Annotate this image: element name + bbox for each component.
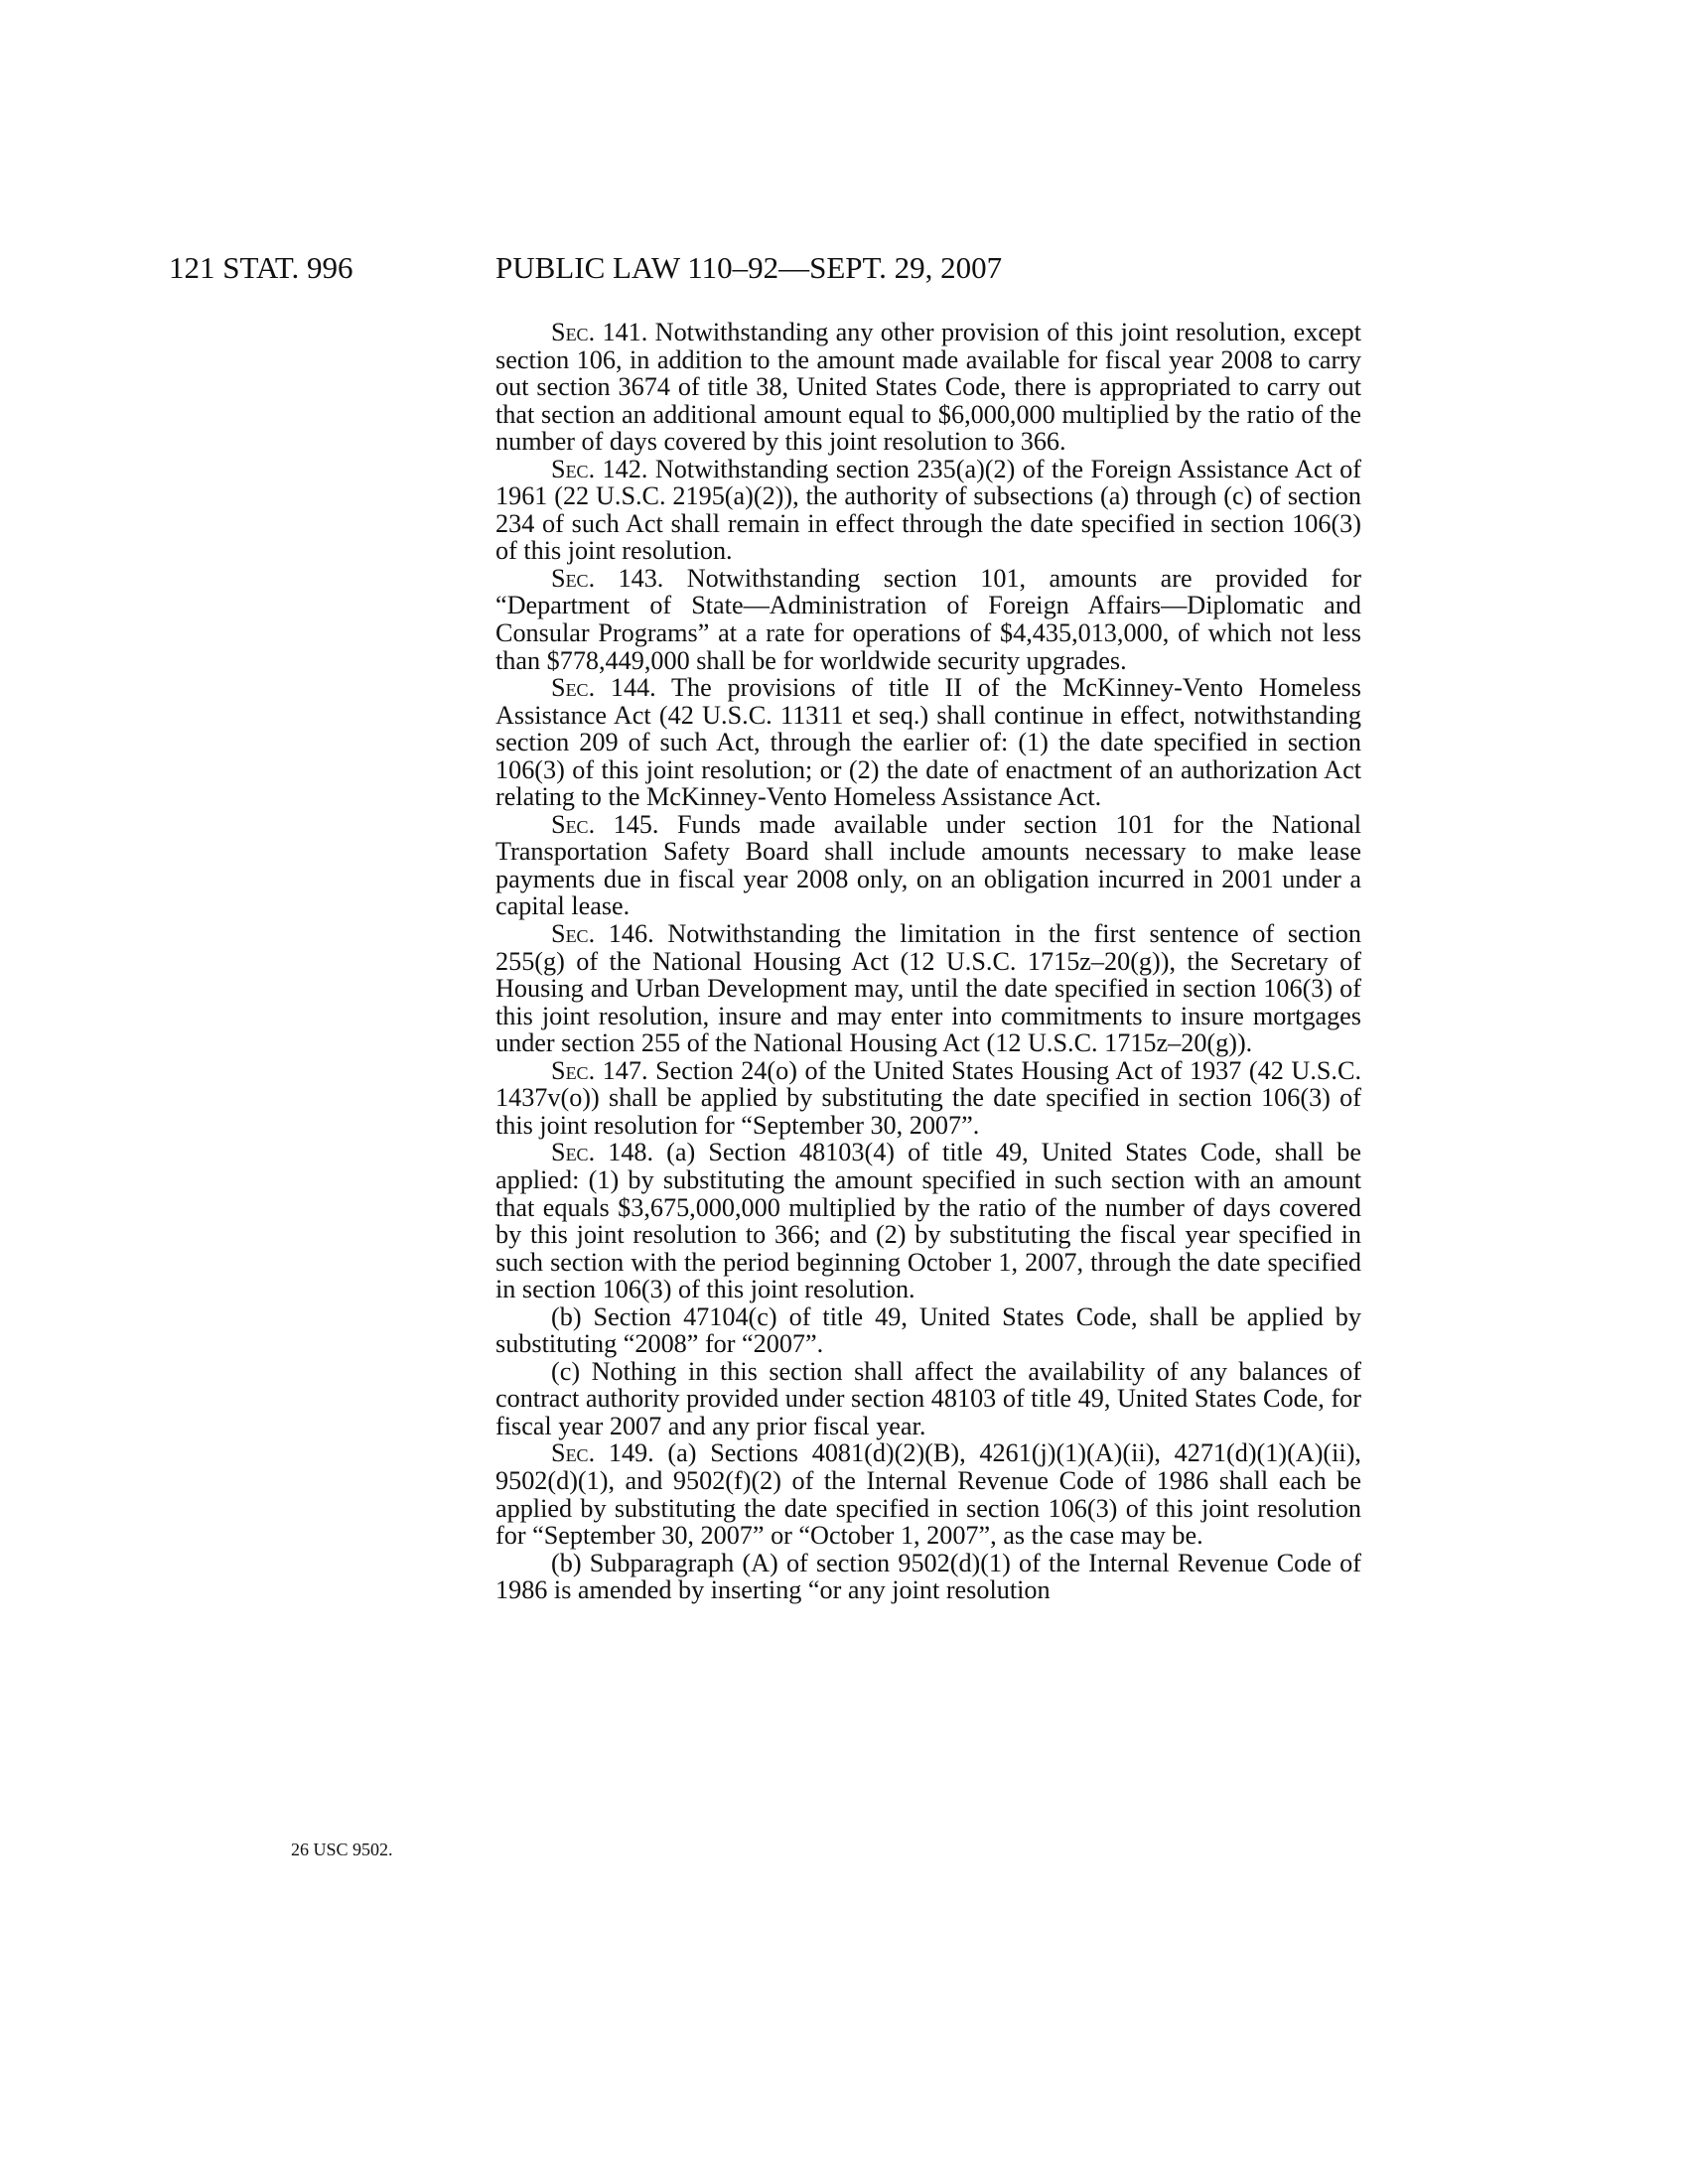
section-148b-paragraph bbox=[495, 1303, 1361, 1358]
section-text: Notwithstanding section 101, amounts are provided for “Department of State—Administration of Foreign Affairs—Diplomatic and Consular Programs” at a rate for operations of $4,435,013,000, of which not less than $778,449,000 shall be for worldwide security upgrades. bbox=[495, 563, 1361, 675]
section-148c-paragraph bbox=[495, 1358, 1361, 1440]
section-text: (a) Section 48103(4) of title 49, United States Code, shall be applied: (1) by substituting the amount specified in such section with an amount that equals $3,675,000,000 multiplied by the ratio of the number of days covered by this joint resolution to 366; and (2) by substituting the fiscal year specified in such section with the period beginning October 1, 2007, through the date specified in section 106(3) of this joint resolution. bbox=[495, 1138, 1361, 1304]
section-text: Notwithstanding any other provision of this joint resolution, except section 106, in addition to the amount made available for fiscal year 2008 to carry out section 3674 of title 38, United States Code, there is appropriated to carry out that section an additional amount equal to $6,000,000 multiplied by the ratio of the number of days covered by this joint resolution to 366. bbox=[495, 318, 1361, 457]
section-label: Sec. 147. bbox=[551, 1055, 648, 1085]
section-label: Sec. 149. bbox=[551, 1438, 654, 1468]
law-text bbox=[495, 319, 1361, 1604]
section-label: Sec. 146. bbox=[551, 919, 654, 949]
section-146-paragraph bbox=[495, 920, 1361, 1057]
statute-citation: 121 STAT. 996 bbox=[169, 250, 353, 285]
section-144-paragraph bbox=[495, 674, 1361, 811]
section-149b-paragraph bbox=[495, 1550, 1361, 1604]
section-text: (a) Sections 4081(d)(2)(B), 4261(j)(1)(A)(ii), 4271(d)(1)(A)(ii), 9502(d)(1), and 9502(f)(2) of the Internal Revenue Code of 1986 shall each be applied by substituting the date specified in section 106(3) of this joint resolution for “September 30, 2007” or “October 1, 2007”, as the case may be. bbox=[495, 1438, 1361, 1551]
subsection-text: (c) Nothing in this section shall affect the availability of any balances of contract authority provided under section 48103 of title 49, United States Code, for fiscal year 2007 and any prior fiscal year. bbox=[495, 1356, 1361, 1440]
section-text: The provisions of title II of the McKinney-Vento Homeless Assistance Act (42 U.S.C. 11311 et seq.) shall continue in effect, notwithstanding section 209 of such Act, through the earlier of: (1) the date specified in section 106(3) of this joint resolution; or (2) the date of enactment of an authorization Act relating to the McKinney-Vento Homeless Assistance Act. bbox=[495, 673, 1361, 812]
section-143-paragraph bbox=[495, 565, 1361, 674]
subsection-text: (b) Section 47104(c) of title 49, United States Code, shall be applied by substituting “2008” for “2007”. bbox=[495, 1301, 1361, 1359]
running-head: PUBLIC LAW 110–92—SEPT. 29, 2007 bbox=[495, 250, 1003, 285]
section-141-paragraph bbox=[495, 319, 1361, 456]
section-text: Notwithstanding the limitation in the first sentence of section 255(g) of the National Housing Act (12 U.S.C. 1715z–20(g)), the Secretary of Housing and Urban Development may, until the date specified in section 106(3) of this joint resolution, insure and may enter into commitments to insure mortgages under section 255 of the National Housing Act (12 U.S.C. 1715z–20(g)). bbox=[495, 919, 1361, 1058]
section-label: Sec. 142. bbox=[551, 454, 648, 483]
section-text: Funds made available under section 101 for the National Transportation Safety Board shall include amounts necessary to make lease payments due in fiscal year 2008 only, on an obligation incurred in 2001 under a capital lease. bbox=[495, 809, 1361, 921]
section-142-paragraph bbox=[495, 456, 1361, 565]
section-label: Sec. 141. bbox=[551, 318, 648, 346]
section-147-paragraph bbox=[495, 1057, 1361, 1140]
page-header bbox=[0, 248, 1688, 288]
margin-note: 26 USC 9502. bbox=[291, 1840, 393, 1859]
section-label: Sec. 148. bbox=[551, 1138, 654, 1167]
section-label: Sec. 143. bbox=[551, 563, 664, 593]
section-label: Sec. 145. bbox=[551, 809, 659, 839]
section-text: Notwithstanding section 235(a)(2) of the Foreign Assistance Act of 1961 (22 U.S.C. 2195(a)(2)), the authority of subsections (a) through (c) of section 234 of such Act shall remain in effect through the date specified in section 106(3) of this joint resolution. bbox=[495, 454, 1361, 566]
section-text: Section 24(o) of the United States Housing Act of 1937 (42 U.S.C. 1437v(o)) shall be applied by substituting the date specified in section 106(3) of this joint resolution for “September 30, 2007”. bbox=[495, 1055, 1361, 1140]
section-149a-paragraph bbox=[495, 1439, 1361, 1549]
section-148a-paragraph bbox=[495, 1139, 1361, 1302]
section-label: Sec. 144. bbox=[551, 673, 656, 703]
section-145-paragraph bbox=[495, 811, 1361, 920]
subsection-text: (b) Subparagraph (A) of section 9502(d)(1) of the Internal Revenue Code of 1986 is amended by inserting “or any joint resolution bbox=[495, 1548, 1361, 1605]
